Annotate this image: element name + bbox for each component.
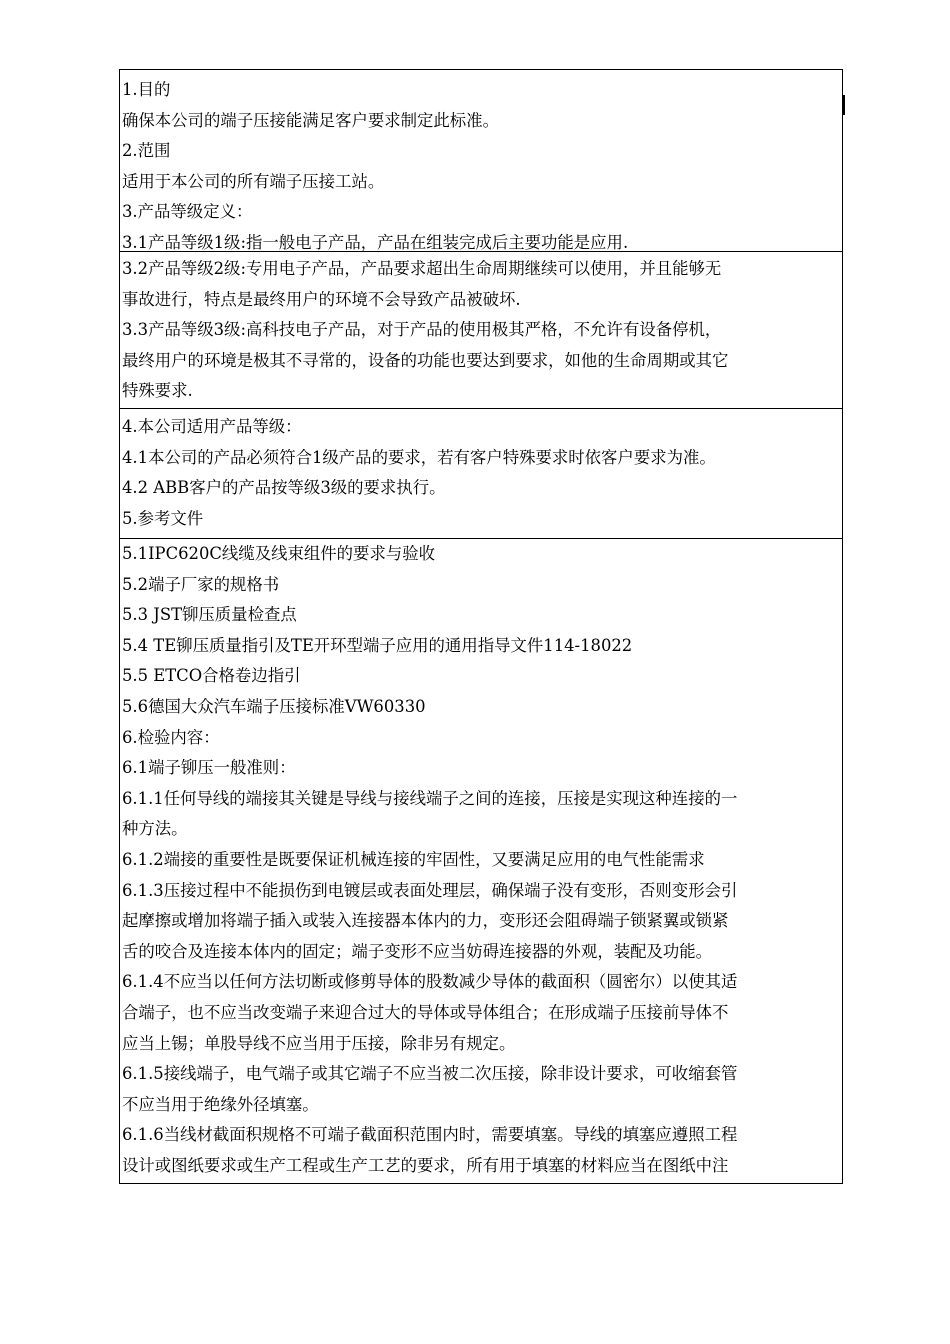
text-line: 5.4 TE铆压质量指引及TE开环型端子应用的通用指导文件114-18022 [122, 635, 633, 655]
text-line: 2.范围 [122, 141, 171, 161]
text-line: 适用于本公司的所有端子压接工站。 [122, 171, 385, 191]
text-line: 确保本公司的端子压接能满足客户要求制定此标准。 [122, 110, 499, 130]
text-line: 3.3产品等级3级:高科技电子产品，对于产品的使用极其严格，不允许有设备停机， [122, 320, 722, 340]
text-line: 事故进行，特点是最终用户的环境不会导致产品被破坏. [122, 289, 521, 309]
text-line: 3.1产品等级1级:指一般电子产品，产品在组装完成后主要功能是应用. [122, 232, 629, 252]
text-line: 1.目的 [122, 80, 171, 99]
text-line: 设计或图纸要求或生产工程或生产工艺的要求，所有用于填塞的材料应当在图纸中注 [122, 1155, 729, 1175]
border-tick [843, 95, 845, 115]
text-line: 6.1.1任何导线的端接其关键是导线与接线端子之间的连接，压接是实现这种连接的一 [122, 788, 738, 808]
text-line: 5.6德国大众汽车端子压接标准VW60330 [122, 696, 426, 716]
text-line: 4.本公司适用产品等级： [122, 417, 302, 436]
text-line: 6.1.3压接过程中不能损伤到电镀层或表面处理层，确保端子没有变形，否则变形会引 [122, 880, 738, 900]
text-line: 6.1.6当线材截面积规格不可端子截面积范围内时，需要填塞。导线的填塞应遵照工程 [122, 1125, 738, 1145]
text-line: 3.产品等级定义： [122, 202, 253, 222]
document-body [119, 69, 843, 1184]
text-line: 最终用户的环境是极其不寻常的，设备的功能也要达到要求，如他的生命周期或其它 [122, 350, 729, 370]
text-line: 合端子，也不应当改变端子来迎合过大的导体或导体组合；在形成端子压接前导体不 [122, 1002, 729, 1022]
section-references-inspection [119, 538, 843, 1184]
section-grade-definitions [119, 251, 843, 409]
text-line: 4.2 ABB客户的产品按等级3级的要求执行。 [122, 478, 446, 498]
text-line: 4.1本公司的产品必须符合1级产品的要求，若有客户特殊要求时依客户要求为准。 [122, 447, 716, 467]
text-line: 5.5 ETCO合格卷边指引 [122, 666, 301, 686]
text-line: 6.1.2端接的重要性是既要保证机械连接的牢固性，又要满足应用的电气性能需求 [122, 849, 705, 869]
section-applicable-grade [119, 408, 843, 539]
text-line: 3.2产品等级2级:专用电子产品，产品要求超出生命周期继续可以使用，并且能够无 [122, 259, 722, 278]
text-line: 应当上锡；单股导线不应当用于压接，除非另有规定。 [122, 1033, 516, 1053]
text-line: 6.1端子铆压一般准则： [122, 758, 296, 778]
text-line: 不应当用于绝缘外径填塞。 [122, 1094, 319, 1114]
text-line: 6.1.4不应当以任何方法切断或修剪导体的股数减少导体的截面积（圆密尔）以使其适 [122, 972, 738, 992]
text-line: 6.检验内容： [122, 727, 220, 747]
text-line: 特殊要求. [122, 381, 193, 401]
text-line: 5.参考文件 [122, 508, 204, 528]
section-purpose-scope [119, 69, 843, 252]
text-line: 5.3 JST铆压质量检查点 [122, 605, 297, 625]
text-line: 起摩擦或增加将端子插入或装入连接器本体内的力，变形还会阻碍端子锁紧翼或锁紧 [122, 911, 729, 931]
text-line: 6.1.5接线端子，电气端子或其它端子不应当被二次压接，除非设计要求，可收缩套管 [122, 1064, 738, 1084]
text-line: 5.1IPC620C线缆及线束组件的要求与验收 [122, 544, 436, 563]
text-line: 舌的咬合及连接本体内的固定；端子变形不应当妨碍连接器的外观，装配及功能。 [122, 941, 713, 961]
text-line: 5.2端子厂家的规格书 [122, 574, 280, 594]
text-line: 种方法。 [122, 819, 188, 839]
